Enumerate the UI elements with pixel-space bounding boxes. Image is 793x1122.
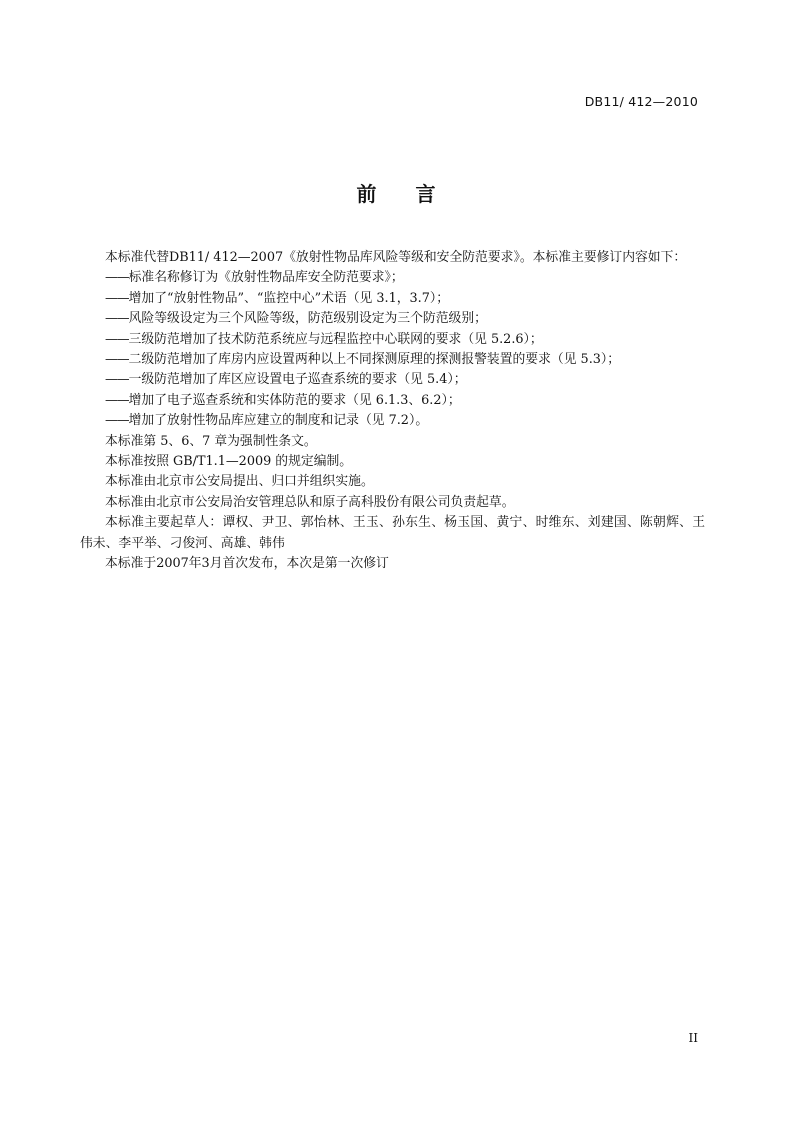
foreword-body: [80, 248, 705, 575]
revision-text: 增加了电子巡查系统和实体防范的要求（见 6.1.3、6.2）；: [128, 392, 461, 408]
document-code: DB11/ 412—2010: [584, 94, 698, 109]
revision-text: 风险等级设定为三个风险等级，防范级别设定为三个防范级别；: [128, 311, 487, 327]
revision-item: [80, 289, 705, 309]
proposer-statement: 本标准由北京市公安局提出、归口并组织实施。: [105, 474, 374, 490]
revision-text: 标准名称修订为《放射性物品库安全防范要求》；: [128, 270, 404, 286]
revision-item: [80, 370, 705, 390]
revision-text: 三级防范增加了技术防范系统应与远程监控中心联网的要求（见 5.2.6）；: [128, 331, 543, 347]
revision-text: 增加了放射性物品库应建立的制度和记录（见 7.2）。: [128, 413, 429, 429]
revision-text: 增加了“放射性物品”、“监控中心”术语（见 3.1，3.7）；: [128, 290, 450, 306]
list-dash: ——: [105, 372, 129, 388]
page-number: II: [688, 1031, 698, 1045]
drafting-rules-statement: 本标准按照 GB/T1.1—2009 的规定编制。: [105, 454, 353, 470]
page-title: [0, 178, 793, 207]
publication-history-statement: 本标准于2007年3月首次发布，本次是第一次修订: [105, 556, 389, 572]
revision-item: [80, 391, 705, 411]
revision-text: 二级防范增加了库房内应设置两种以上不同探测原理的探测报警装置的要求（见 5.3）；: [128, 352, 621, 368]
revision-text: 一级防范增加了库区应设置电子巡查系统的要求（见 5.4）；: [128, 372, 467, 388]
revision-item: [80, 268, 705, 288]
list-dash: ——: [105, 352, 129, 368]
drafting-units-statement: 本标准由北京市公安局治安管理总队和原子高科股份有限公司负责起草。: [105, 494, 515, 510]
mandatory-clauses-statement: 本标准第 5、6、7 章为强制性条文。: [105, 433, 317, 449]
list-dash: ——: [105, 270, 129, 286]
revision-item: [80, 411, 705, 431]
revision-list: [80, 268, 705, 431]
revision-item: [80, 330, 705, 350]
list-dash: ——: [105, 311, 129, 327]
page-title-part-2: 言: [415, 182, 437, 206]
intro-paragraph: 本标准代替DB11/ 412—2007《放射性物品库风险等级和安全防范要求》。本标准主要修订内容如下：: [105, 250, 687, 265]
list-dash: ——: [105, 331, 129, 347]
revision-item: [80, 350, 705, 370]
page-title-part-1: 前: [356, 182, 378, 206]
drafters-statement: 本标准主要起草人：谭权、尹卫、郭怡林、王玉、孙东生、杨玉国、黄宁、时维东、刘建国、陈朝辉、王伟未、李平举、刁俊河、高雄、韩伟: [80, 515, 705, 551]
list-dash: ——: [105, 290, 129, 306]
revision-item: [80, 309, 705, 329]
list-dash: ——: [105, 413, 129, 429]
list-dash: ——: [105, 392, 129, 408]
